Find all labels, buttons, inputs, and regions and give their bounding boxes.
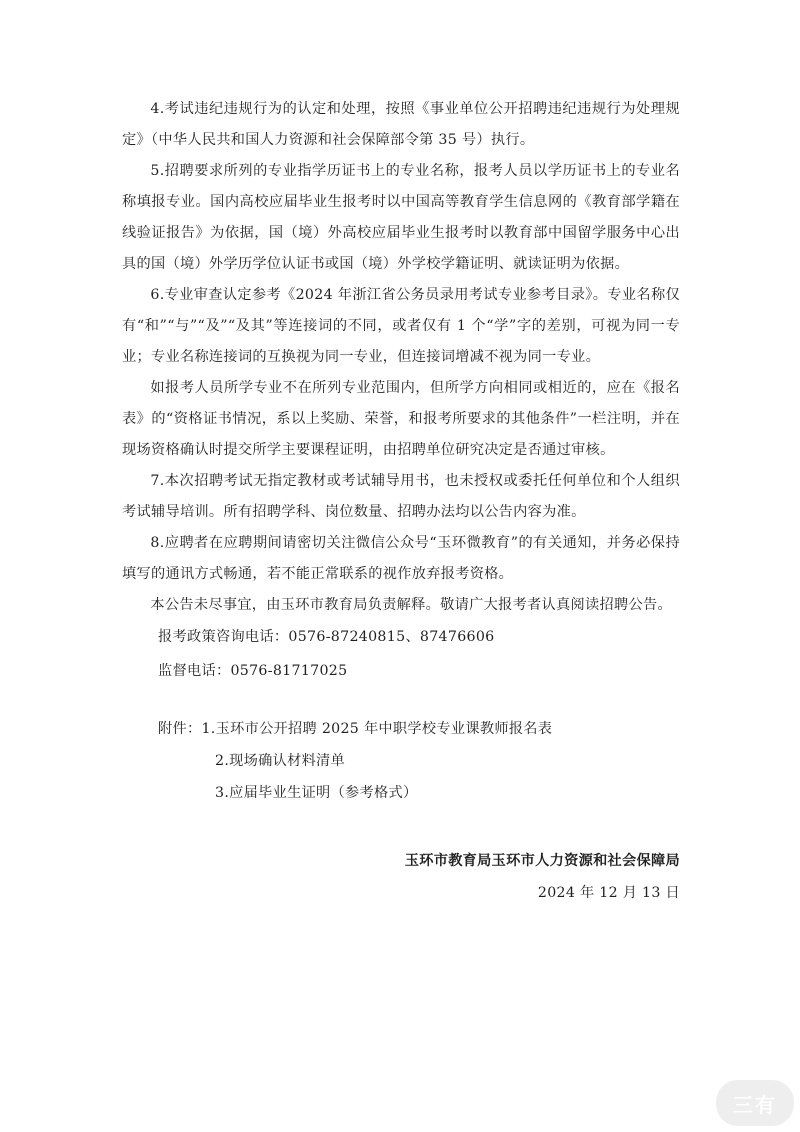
closing-paragraph: 本公告未尽事宜，由玉环市教育局负责解释。敬请广大报考者认真阅读招聘公告。 xyxy=(150,597,672,613)
watermark-text: 三有 xyxy=(733,1092,777,1117)
attachments-list xyxy=(122,713,680,809)
issuing-organizations: 玉环市教育局玉环市人力资源和社会保障局 xyxy=(404,853,680,869)
attachment-item-3: 3.应届毕业生证明（参考格式） xyxy=(215,785,418,801)
clause-4-paragraph: 4.考试违纪违规行为的认定和处理，按照《事业单位公开招聘违纪违规行为处理规定》（中华人民共和国人力资源和社会保障部令第 35 号）执行。 xyxy=(122,101,680,148)
attachment-item xyxy=(158,777,680,809)
clause-6-paragraph: 6.专业审查认定参考《2024 年浙江省公务员录用考试专业参考目录》。专业名称仅有“和”“与”“及”“及其”等连接词的不同，或者仅有 1 个“学”字的差别，可视为同一专业；专业名称连接词的互换视为同一专业，但连接词增减不视为同一专业。 xyxy=(122,287,680,365)
clause-8-paragraph: 8.应聘者在应聘期间请密切关注微信公众号“玉环微教育”的有关通知，并务必保持填写的通讯方式畅通，若不能正常联系的视作放弃报考资格。 xyxy=(122,535,680,582)
document-body xyxy=(122,94,680,909)
clause-7-paragraph: 7.本次招聘考试无指定教材或考试辅导用书，也未授权或委托任何单位和个人组织考试辅导培训。所有招聘学科、岗位数量、招聘办法均以公告内容为准。 xyxy=(122,473,680,520)
attachment-item-1: 1.玉环市公开招聘 2025 年中职学校专业课教师报名表 xyxy=(201,721,553,737)
watermark-badge xyxy=(716,1080,794,1126)
clause-5-paragraph: 5.招聘要求所列的专业指学历证书上的专业名称，报考人员以学历证书上的专业名称填报专业。国内高校应届毕业生报考时以中国高等教育学生信息网的《教育部学籍在线验证报告》为依据，国（境）外高校应届毕业生报考时以教育部中国留学服务中心出具的国（境）外学历学位认证书或国（境）外学校学籍证明、就读证明为依据。 xyxy=(122,163,680,272)
attachment-item-2: 2.现场确认材料清单 xyxy=(215,753,346,769)
attachments-label: 附件： xyxy=(158,721,202,737)
policy-hotline: 报考政策咨询电话：0576-87240815、87476606 xyxy=(158,629,495,645)
issue-date: 2024 年 12 月 13 日 xyxy=(537,885,680,901)
attachment-item xyxy=(158,745,680,777)
signature-block xyxy=(122,845,680,909)
major-note-paragraph: 如报考人员所学专业不在所列专业范围内，但所学方向相同或相近的，应在《报名表》的“资格证书情况，系以上奖励、荣誉，和报考所要求的其他条件”一栏注明，并在现场资格确认时提交所学主要课程证明，由招聘单位研究决定是否通过审核。 xyxy=(122,380,680,458)
attachment-item xyxy=(158,713,680,745)
supervision-hotline: 监督电话：0576-81717025 xyxy=(158,663,348,679)
